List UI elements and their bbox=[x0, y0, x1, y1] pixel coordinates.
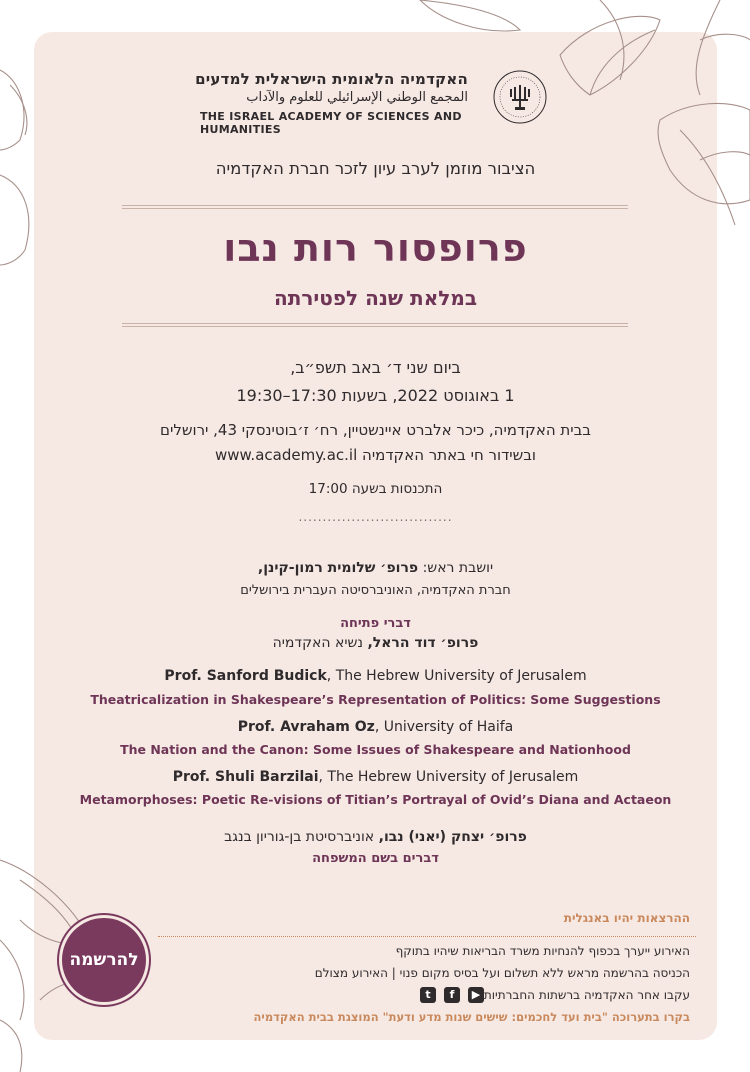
opening-role: נשיא האקדמיה bbox=[272, 635, 363, 651]
divider bbox=[122, 323, 628, 327]
talk-title: The Nation and the Canon: Some Issues of Shakespeare and Nationhood bbox=[120, 742, 631, 757]
chair-affiliation: חברת האקדמיה, האוניברסיטה העברית בירושלים bbox=[240, 583, 511, 598]
health-note: האירוע ייערך בכפוף להנחיות משרד הבריאות שיהיו בתוקף bbox=[395, 944, 690, 958]
event-website-link[interactable]: www.academy.ac.il bbox=[215, 446, 358, 464]
academy-arabic-name: المجمع الوطني الإسرائيلي للعلوم والآداب bbox=[246, 90, 468, 105]
speaker-name: Prof. Sanford Budick bbox=[164, 668, 327, 684]
family-speaker-affiliation: אוניברסיטת בן-גוריון בנגב bbox=[224, 829, 375, 845]
speaker-line bbox=[34, 769, 717, 785]
youtube-icon[interactable]: ▶ bbox=[468, 987, 484, 1003]
exhibition-note: בקרו בתערוכה "בית ועד לחכמים: שישים שנות מדע ודעת" המוצגת בבית האקדמיה bbox=[253, 1010, 690, 1024]
event-broadcast bbox=[34, 446, 717, 464]
talk-title: Theatricalization in Shakespeare’s Representation of Politics: Some Suggestions bbox=[90, 692, 661, 707]
speaker-line bbox=[34, 719, 717, 735]
invitation-line: הציבור מוזמן לערב עיון לזכר חברת האקדמיה bbox=[215, 159, 536, 178]
twitter-icon[interactable]: t bbox=[420, 987, 436, 1003]
footer-divider bbox=[158, 936, 696, 937]
talk-title: Metamorphoses: Poetic Re-visions of Titian’s Portrayal of Ovid’s Diana and Actaeon bbox=[79, 792, 672, 807]
language-note: ההרצאות יהיו באנגלית bbox=[563, 911, 690, 925]
speaker-name: Prof. Shuli Barzilai bbox=[172, 769, 319, 785]
academy-hebrew-name: האקדמיה הלאומית הישראלית למדעים bbox=[195, 70, 468, 88]
speaker-affiliation: , The Hebrew University of Jerusalem bbox=[318, 769, 579, 785]
chair-line bbox=[34, 560, 717, 576]
page-subtitle: במלאת שנה לפטירתה bbox=[273, 286, 478, 310]
invitation-card bbox=[34, 32, 717, 1040]
chair-label: יושבת ראש: bbox=[422, 560, 494, 576]
opening-name: פרופ׳ דוד הראל, bbox=[367, 635, 479, 651]
facebook-icon[interactable]: f bbox=[444, 987, 460, 1003]
family-label: דברים בשם המשפחה bbox=[312, 851, 439, 866]
dotted-separator: ................................ bbox=[298, 510, 453, 524]
opening-line bbox=[34, 635, 717, 651]
speaker-name: Prof. Avraham Oz bbox=[237, 719, 375, 735]
academy-english-name: THE ISRAEL ACADEMY OF SCIENCES AND HUMANITIES bbox=[200, 110, 462, 136]
event-gathering-time: התכנסות בשעה 17:00 bbox=[308, 481, 443, 497]
chair-name: פרופ׳ שלומית רמון-קינן, bbox=[257, 560, 419, 576]
family-speaker-name: פרופ׳ יצחק (יאני) נבו, bbox=[378, 829, 527, 845]
opening-label: דברי פתיחה bbox=[340, 616, 411, 631]
page-title: פרופסור רות נבו bbox=[223, 226, 528, 270]
register-button[interactable]: להרשמה bbox=[62, 918, 146, 1002]
speaker-affiliation: , University of Haifa bbox=[374, 719, 514, 735]
menorah-logo-icon bbox=[490, 67, 550, 127]
social-note: עקבו אחר האקדמיה ברשתות החברתיות bbox=[483, 988, 690, 1002]
event-broadcast-text: ובשידור חי באתר האקדמיה bbox=[362, 446, 536, 464]
speaker-line bbox=[34, 668, 717, 684]
entry-note: הכניסה בהרשמה מראש ללא תשלום ועל בסיס מקום פנוי | האירוע מצולם bbox=[314, 966, 690, 980]
event-date-gregorian: 1 באוגוסט 2022, בשעות 17:30–19:30 bbox=[236, 386, 515, 405]
event-venue: בבית האקדמיה, כיכר אלברט איינשטיין, רח׳ ז׳בוטינסקי 43, ירושלים bbox=[160, 421, 591, 439]
speaker-affiliation: , The Hebrew University of Jerusalem bbox=[326, 668, 587, 684]
family-line bbox=[34, 829, 717, 845]
event-date-hebrew: ביום שני ד׳ באב תשפ״ב, bbox=[290, 358, 461, 377]
divider bbox=[122, 205, 628, 209]
